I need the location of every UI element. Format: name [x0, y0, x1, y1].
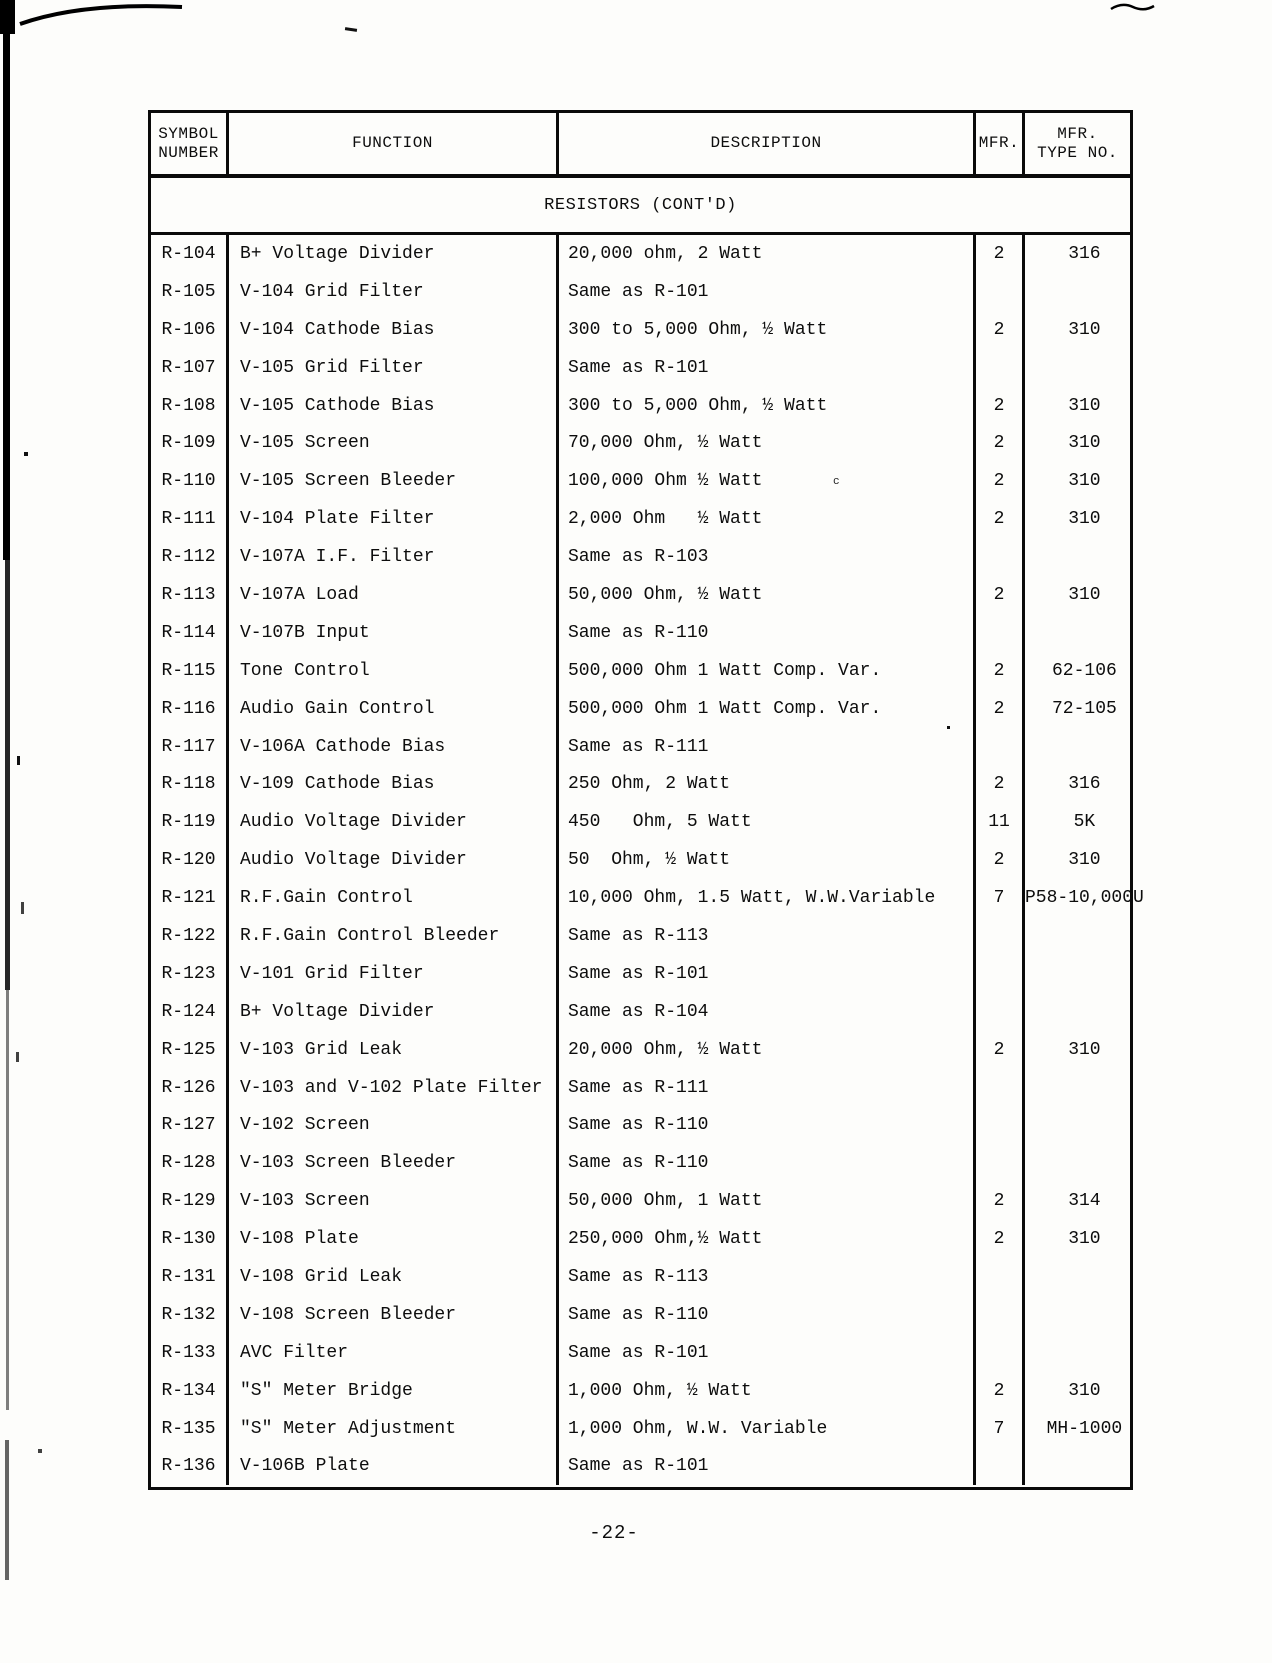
symbol-cell: R-130 [151, 1220, 229, 1258]
function-cell: V-105 Grid Filter [229, 349, 559, 387]
mfr-cell [976, 955, 1025, 993]
mfr-cell: 2 [976, 311, 1025, 349]
mfr-cell: 2 [976, 1182, 1025, 1220]
header-symbol-line1: SYMBOL [158, 124, 219, 143]
type-no-cell [1025, 1334, 1144, 1372]
mfr-cell: 2 [976, 690, 1025, 728]
type-no-cell: MH-1000 [1046, 1418, 1123, 1439]
description-cell: 50,000 Ohm, ½ Watt [559, 576, 976, 614]
function-cell: V-108 Plate [229, 1220, 559, 1258]
function-cell: V-108 Screen Bleeder [229, 1296, 559, 1334]
symbol-cell: R-134 [151, 1372, 229, 1410]
symbol-cell: R-135 [151, 1410, 229, 1448]
symbol-cell: R-133 [151, 1334, 229, 1372]
description-cell: 20,000 ohm, 2 Watt [559, 235, 976, 273]
mfr-cell: 7 [976, 879, 1025, 917]
scan-speck [38, 1449, 42, 1453]
type-no-cell [1025, 955, 1144, 993]
type-no-cell: 5K [1073, 812, 1096, 833]
type-no-cell: 310 [1068, 1380, 1101, 1401]
type-no-cell [1025, 993, 1144, 1031]
scan-artifact-top-right-mark [1108, 0, 1158, 16]
mfr-cell: 2 [976, 841, 1025, 879]
mfr-cell: 2 [976, 576, 1025, 614]
mfr-cell: 7 [976, 1410, 1025, 1448]
type-no-cell [1025, 917, 1144, 955]
type-no-cell: 310 [1068, 1039, 1101, 1060]
mfr-cell [976, 1334, 1025, 1372]
description-cell: Same as R-110 [559, 1296, 976, 1334]
symbol-cell: R-110 [151, 462, 229, 500]
mfr-cell [976, 1296, 1025, 1334]
function-cell: "S" Meter Bridge [229, 1372, 559, 1410]
symbol-cell: R-129 [151, 1182, 229, 1220]
mfr-cell [976, 1106, 1025, 1144]
section-title-row [151, 178, 1130, 235]
type-no-cell: 310 [1068, 1229, 1101, 1250]
description-cell: 1,000 Ohm, W.W. Variable [559, 1410, 976, 1448]
function-cell: Audio Voltage Divider [229, 841, 559, 879]
symbol-cell: R-117 [151, 728, 229, 766]
type-no-cell [1025, 728, 1144, 766]
description-cell: Same as R-101 [559, 349, 976, 387]
type-no-cell [1025, 1144, 1144, 1182]
description-cell: Same as R-101 [559, 273, 976, 311]
description-cell: Same as R-113 [559, 917, 976, 955]
scan-stray-character: c [833, 476, 840, 488]
symbol-cell: R-120 [151, 841, 229, 879]
scan-speck [21, 902, 24, 914]
mfr-cell: 2 [976, 1031, 1025, 1069]
function-cell: "S" Meter Adjustment [229, 1410, 559, 1448]
description-cell: 100,000 Ohm ½ Watt [559, 462, 976, 500]
header-function-label: FUNCTION [352, 134, 433, 152]
symbol-cell: R-118 [151, 765, 229, 803]
symbol-cell: R-126 [151, 1069, 229, 1107]
function-cell: V-107B Input [229, 614, 559, 652]
table-header-row [151, 113, 1130, 178]
mfr-cell: 2 [976, 424, 1025, 462]
function-cell: R.F.Gain Control [229, 879, 559, 917]
description-cell: Same as R-101 [559, 1334, 976, 1372]
symbol-cell: R-113 [151, 576, 229, 614]
mfr-cell [976, 349, 1025, 387]
header-mfr-type-no [1025, 113, 1130, 174]
mfr-cell [976, 1258, 1025, 1296]
symbol-cell: R-111 [151, 500, 229, 538]
description-cell: 500,000 Ohm 1 Watt Comp. Var. [559, 690, 976, 728]
header-mfr-label: MFR. [978, 134, 1020, 152]
scan-artifact-top-curve [12, 0, 192, 30]
type-no-cell [1025, 1448, 1144, 1486]
mfr-cell: 2 [976, 652, 1025, 690]
symbol-cell: R-136 [151, 1448, 229, 1486]
description-cell: 300 to 5,000 Ohm, ½ Watt [559, 311, 976, 349]
symbol-cell: R-107 [151, 349, 229, 387]
mfr-cell [976, 614, 1025, 652]
description-cell: Same as R-110 [559, 614, 976, 652]
symbol-cell: R-121 [151, 879, 229, 917]
function-cell: Audio Gain Control [229, 690, 559, 728]
mfr-cell: 2 [976, 462, 1025, 500]
description-cell: Same as R-110 [559, 1144, 976, 1182]
type-no-cell: 310 [1068, 850, 1101, 871]
description-cell: Same as R-103 [559, 538, 976, 576]
function-cell: V-107A I.F. Filter [229, 538, 559, 576]
type-no-cell: 316 [1068, 774, 1101, 795]
mfr-cell [976, 1448, 1025, 1486]
function-cell: V-103 Screen [229, 1182, 559, 1220]
type-no-cell [1025, 349, 1144, 387]
function-cell: R.F.Gain Control Bleeder [229, 917, 559, 955]
function-cell: V-103 Grid Leak [229, 1031, 559, 1069]
symbol-cell: R-132 [151, 1296, 229, 1334]
scan-artifact-left-strip [6, 990, 9, 1410]
scan-speck [24, 452, 28, 456]
type-no-cell: 310 [1068, 471, 1101, 492]
mfr-cell [976, 917, 1025, 955]
scan-artifact-left-strip [5, 1440, 9, 1580]
header-type-line2: TYPE NO. [1037, 143, 1118, 162]
mfr-cell [976, 273, 1025, 311]
function-cell: V-104 Grid Filter [229, 273, 559, 311]
description-cell: 500,000 Ohm 1 Watt Comp. Var. [559, 652, 976, 690]
description-cell: 250 Ohm, 2 Watt [559, 765, 976, 803]
mfr-cell: 2 [976, 500, 1025, 538]
function-cell: V-108 Grid Leak [229, 1258, 559, 1296]
header-symbol-number [151, 113, 229, 174]
table-body [151, 235, 1144, 1485]
type-no-cell: 72-105 [1052, 698, 1117, 719]
page-number: -22- [589, 1522, 639, 1544]
function-cell: Tone Control [229, 652, 559, 690]
header-symbol-line2: NUMBER [158, 143, 219, 162]
mfr-cell [976, 1069, 1025, 1107]
symbol-cell: R-112 [151, 538, 229, 576]
type-no-cell [1025, 538, 1144, 576]
description-cell: 70,000 Ohm, ½ Watt [559, 424, 976, 462]
function-cell: B+ Voltage Divider [229, 993, 559, 1031]
scan-speck [16, 1052, 19, 1062]
symbol-cell: R-124 [151, 993, 229, 1031]
type-no-cell: 310 [1068, 509, 1101, 530]
scan-artifact-left-strip [5, 560, 10, 990]
type-no-cell: P58-10,000U [1025, 888, 1144, 909]
function-cell: Audio Voltage Divider [229, 803, 559, 841]
symbol-cell: R-104 [151, 235, 229, 273]
description-cell: Same as R-111 [559, 1069, 976, 1107]
description-cell: Same as R-101 [559, 1448, 976, 1486]
description-cell: 250,000 Ohm,½ Watt [559, 1220, 976, 1258]
symbol-cell: R-122 [151, 917, 229, 955]
section-title: RESISTORS (CONT'D) [544, 195, 737, 215]
function-cell: V-106A Cathode Bias [229, 728, 559, 766]
function-cell: V-104 Plate Filter [229, 500, 559, 538]
header-mfr [976, 113, 1025, 174]
type-no-cell [1025, 1106, 1144, 1144]
type-no-cell: 316 [1068, 243, 1101, 264]
mfr-cell: 2 [976, 1220, 1025, 1258]
mfr-cell [976, 993, 1025, 1031]
mfr-cell [976, 538, 1025, 576]
symbol-cell: R-114 [151, 614, 229, 652]
description-cell: 10,000 Ohm, 1.5 Watt, W.W.Variable [559, 879, 976, 917]
type-no-cell [1025, 1258, 1144, 1296]
type-no-cell [1025, 1296, 1144, 1334]
function-cell: V-102 Screen [229, 1106, 559, 1144]
description-cell: 300 to 5,000 Ohm, ½ Watt [559, 387, 976, 425]
header-description [559, 113, 976, 174]
description-cell: 20,000 Ohm, ½ Watt [559, 1031, 976, 1069]
function-cell: V-107A Load [229, 576, 559, 614]
function-cell: V-105 Screen [229, 424, 559, 462]
function-cell: V-104 Cathode Bias [229, 311, 559, 349]
type-no-cell: 310 [1068, 319, 1101, 340]
function-cell: V-101 Grid Filter [229, 955, 559, 993]
symbol-cell: R-109 [151, 424, 229, 462]
header-type-line1: MFR. [1057, 124, 1098, 143]
type-no-cell: 62-106 [1052, 660, 1117, 681]
scan-artifact-left-strip [3, 0, 10, 560]
header-description-label: DESCRIPTION [710, 134, 822, 152]
type-no-cell [1025, 614, 1144, 652]
description-cell: Same as R-110 [559, 1106, 976, 1144]
type-no-cell: 314 [1068, 1191, 1101, 1212]
mfr-cell [976, 1144, 1025, 1182]
symbol-cell: R-123 [151, 955, 229, 993]
type-no-cell: 310 [1068, 584, 1101, 605]
function-cell: V-109 Cathode Bias [229, 765, 559, 803]
symbol-cell: R-106 [151, 311, 229, 349]
description-cell: Same as R-113 [559, 1258, 976, 1296]
symbol-cell: R-125 [151, 1031, 229, 1069]
header-function [229, 113, 559, 174]
function-cell: V-103 and V-102 Plate Filter [229, 1069, 559, 1107]
mfr-cell: 2 [976, 235, 1025, 273]
mfr-cell [976, 728, 1025, 766]
symbol-cell: R-105 [151, 273, 229, 311]
symbol-cell: R-127 [151, 1106, 229, 1144]
symbol-cell: R-119 [151, 803, 229, 841]
description-cell: 50,000 Ohm, 1 Watt [559, 1182, 976, 1220]
mfr-cell: 11 [976, 803, 1025, 841]
scan-speck [345, 27, 357, 32]
description-cell: Same as R-101 [559, 955, 976, 993]
function-cell: V-105 Cathode Bias [229, 387, 559, 425]
type-no-cell [1025, 273, 1144, 311]
type-no-cell [1025, 1069, 1144, 1107]
function-cell: AVC Filter [229, 1334, 559, 1372]
description-cell: 50 Ohm, ½ Watt [559, 841, 976, 879]
symbol-cell: R-131 [151, 1258, 229, 1296]
description-cell: 1,000 Ohm, ½ Watt [559, 1372, 976, 1410]
symbol-cell: R-128 [151, 1144, 229, 1182]
function-cell: B+ Voltage Divider [229, 235, 559, 273]
scan-speck [17, 756, 20, 765]
type-no-cell: 310 [1068, 433, 1101, 454]
symbol-cell: R-108 [151, 387, 229, 425]
type-no-cell: 310 [1068, 395, 1101, 416]
function-cell: V-106B Plate [229, 1448, 559, 1486]
description-cell: Same as R-104 [559, 993, 976, 1031]
parts-table [148, 110, 1144, 1490]
symbol-cell: R-115 [151, 652, 229, 690]
function-cell: V-105 Screen Bleeder [229, 462, 559, 500]
mfr-cell: 2 [976, 1372, 1025, 1410]
mfr-cell: 2 [976, 765, 1025, 803]
mfr-cell: 2 [976, 387, 1025, 425]
description-cell: Same as R-111 [559, 728, 976, 766]
description-cell: 2,000 Ohm ½ Watt [559, 500, 976, 538]
function-cell: V-103 Screen Bleeder [229, 1144, 559, 1182]
description-cell: 450 Ohm, 5 Watt [559, 803, 976, 841]
symbol-cell: R-116 [151, 690, 229, 728]
